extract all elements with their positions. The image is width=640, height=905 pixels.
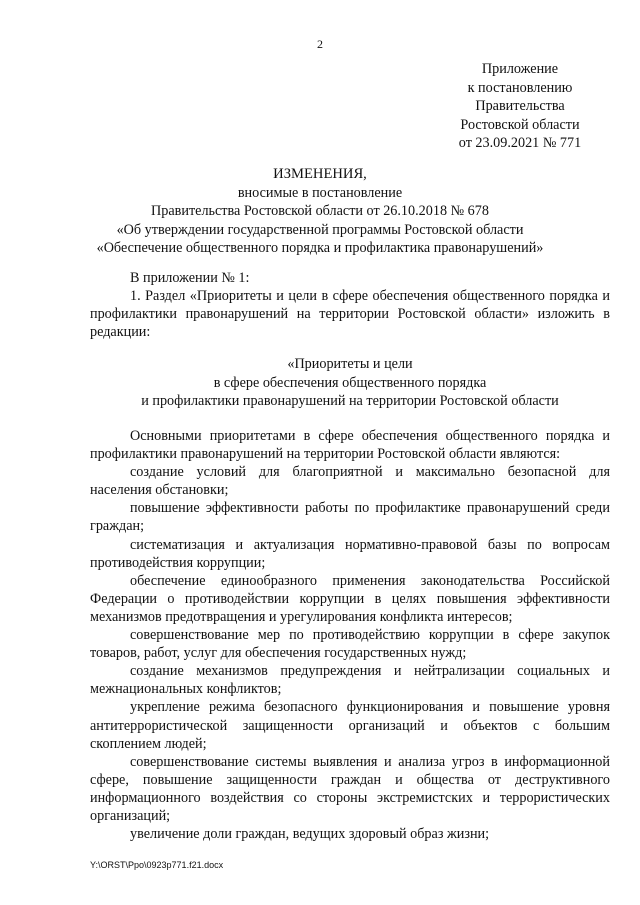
title-line: «Обеспечение общественного порядка и профилактика правонарушений» (96, 240, 544, 256)
title-line: вносимые в постановление (237, 184, 403, 201)
document-title (60, 165, 580, 258)
file-path-footer: Y:\ORST\Ppo\0923p771.f21.docx (90, 860, 224, 870)
priority-item: увеличение доли граждан, ведущих здоровый образ жизни; (130, 826, 490, 843)
priorities-lead: Основными приоритетами в сфере обеспечения общественного порядка и профилактики правонарушений на территории Ростовской области являются: (90, 428, 610, 463)
appendix-block (440, 60, 600, 153)
intro-paragraph: 1. Раздел «Приоритеты и цели в сфере обеспечения общественного порядка и профилактики правонарушений на территории Ростовской области» изложить в редакции: (90, 288, 610, 341)
appendix-line: Ростовской области (460, 116, 580, 133)
intro-paragraph: В приложении № 1: (130, 270, 250, 286)
priority-item: систематизация и актуализация нормативно-правовой базы по вопросам противодействия коррупции; (90, 536, 610, 571)
priority-item: создание условий для благоприятной и максимально безопасной для населения обстановки; (90, 464, 610, 499)
section-title (90, 355, 610, 411)
intro-section (90, 269, 610, 341)
appendix-line: Правительства (475, 98, 565, 114)
priority-item: совершенствование системы выявления и анализа угроз в информационной сфере, повышение защищенности граждан и общества от деструктивного информационного воздействия со стороны экстремистских и террористических организаций; (90, 753, 610, 824)
priority-item: создание механизмов предупреждения и нейтрализации социальных и межнациональных конфликтов; (90, 663, 610, 698)
priority-item: совершенствование мер по противодействию коррупции в сфере закупок товаров, работ, услуг для обеспечения государственных нужд; (90, 627, 610, 662)
appendix-line: Приложение (481, 61, 559, 77)
priorities-section (90, 427, 610, 843)
page-number: 2 (317, 37, 323, 51)
title-line: «Об утверждении государственной программы Ростовской области (116, 221, 524, 238)
section-title-line: «Приоритеты и цели (287, 356, 413, 372)
section-title-line: в сфере обеспечения общественного порядка (213, 374, 487, 391)
appendix-line: от 23.09.2021 № 771 (458, 135, 582, 151)
priority-item: обеспечение единообразного применения законодательства Российской Федерации о противодействии коррупции в целях повышения эффективности механизмов предотвращения и урегулирования конфликта интересов; (90, 572, 610, 625)
section-title-line: и профилактики правонарушений на территории Ростовской области (141, 393, 559, 409)
title-line: Правительства Ростовской области от 26.10.2018 № 678 (151, 203, 489, 219)
appendix-line: к постановлению (467, 79, 573, 96)
title-main: ИЗМЕНЕНИЯ, (273, 166, 367, 182)
priority-item: укрепление режима безопасного функционирования и повышение уровня антитеррористической защищенности организаций и объектов с большим скоплением людей; (90, 699, 610, 752)
priority-item: повышение эффективности работы по профилактике правонарушений среди граждан; (90, 500, 610, 535)
